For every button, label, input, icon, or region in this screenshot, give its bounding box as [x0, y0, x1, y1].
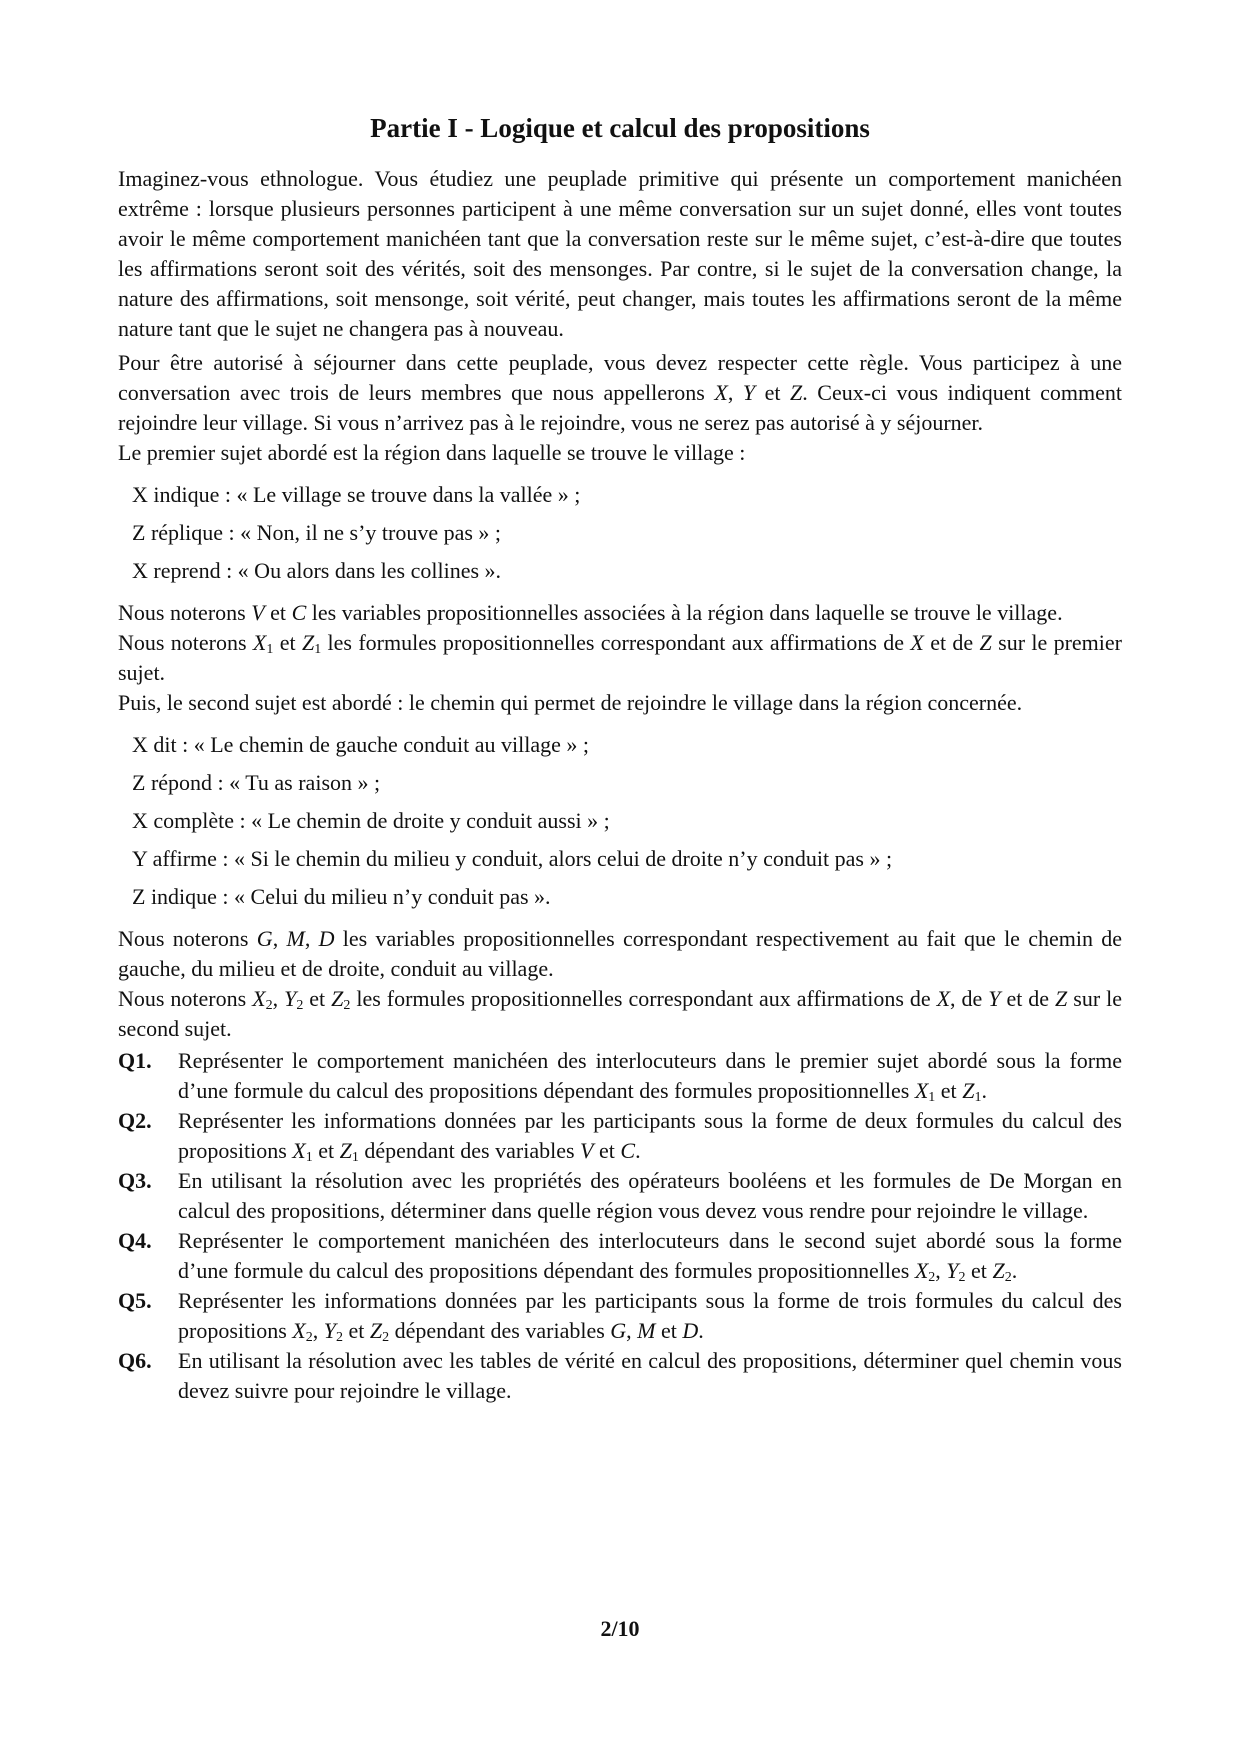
question-q1 — [118, 1046, 1122, 1106]
second-topic-intro: Puis, le second sujet est abordé : le chemin qui permet de rejoindre le village dans la région concernée. — [118, 690, 1023, 715]
question-q6 — [118, 1346, 1122, 1406]
page-title: Partie I - Logique et calcul des propositions — [370, 113, 870, 143]
question-q2 — [118, 1106, 1122, 1166]
quote-line: Y affirme : « Si le chemin du milieu y conduit, alors celui de droite n’y conduit pas » ; — [132, 846, 893, 871]
page-number: 2/10 — [600, 1616, 640, 1641]
notation-paragraph-x1z1: Nous noterons $X_1$ et $Z_1$ les formules propositionnelles correspondant aux affirmations de X et de Z sur le premier sujet. — [118, 630, 1123, 685]
question-list — [118, 1046, 1122, 1406]
question-text: Représenter le comportement manichéen des interlocuteurs dans le premier sujet abordé sous la forme d’une formule du calcul des propositions dépendant des formules propositionnelles $X_1$ et $Z_1$. — [178, 1048, 1122, 1105]
quote-line: X complète : « Le chemin de droite y conduit aussi » ; — [132, 808, 610, 833]
first-topic-quotes — [132, 480, 1122, 586]
notation-paragraph-vc: Nous noterons V et C les variables propositionnelles associées à la région dans laquelle se trouve le village. — [118, 600, 1063, 625]
quote-line: X reprend : « Ou alors dans les collines ». — [132, 558, 502, 583]
quote-line: X dit : « Le chemin de gauche conduit au village » ; — [132, 732, 589, 757]
question-number: Q2. — [118, 1108, 152, 1133]
question-number: Q4. — [118, 1228, 152, 1253]
question-text: En utilisant la résolution avec les tables de vérité en calcul des propositions, déterminer quel chemin vous devez suivre pour rejoindre le village. — [178, 1348, 1122, 1403]
document-page — [118, 110, 1122, 1406]
question-text: Représenter les informations données par les participants sous la forme de trois formules du calcul des propositions $X_2$, $Y_2$ et $Z_2$ dépendant des variables G, M et D. — [178, 1288, 1122, 1345]
notation-paragraph-x2y2z2: Nous noterons $X_2$, $Y_2$ et $Z_2$ les formules propositionnelles correspondant aux affirmations de X, de Y et de Z sur le second sujet. — [118, 986, 1122, 1041]
question-q4 — [118, 1226, 1122, 1286]
intro-paragraph-1: Imaginez-vous ethnologue. Vous étudiez une peuplade primitive qui présente un comportement manichéen extrême : lorsque plusieurs personnes participent à une même conversation sur un sujet donné, elles vont toutes avoir le même comportement manichéen tant que la conversation reste sur le même sujet, c’est-à-dire que toutes les affirmations seront soit des vérités, soit des mensonges. Par contre, si le sujet de la conversation change, la nature des affirmations, soit mensonge, soit vérité, peut changer, mais toutes les affirmations seront de la même nature tant que le sujet ne changera pas à nouveau. — [118, 166, 1122, 341]
quote-line: Z répond : « Tu as raison » ; — [132, 770, 381, 795]
question-text: En utilisant la résolution avec les propriétés des opérateurs booléens et les formules de De Morgan en calcul des propositions, déterminer dans quelle région vous devez vous rendre pour rejoindre le village. — [178, 1168, 1122, 1223]
notation-paragraph-gmd: Nous noterons G, M, D les variables propositionnelles correspondant respectivement au fait que le chemin de gauche, du milieu et de droite, conduit au village. — [118, 926, 1123, 981]
quote-line: Z indique : « Celui du milieu n’y conduit pas ». — [132, 884, 551, 909]
question-number: Q3. — [118, 1168, 152, 1193]
quote-line: X indique : « Le village se trouve dans la vallée » ; — [132, 482, 581, 507]
question-number: Q1. — [118, 1048, 152, 1073]
question-q3 — [118, 1166, 1122, 1226]
question-text: Représenter le comportement manichéen des interlocuteurs dans le second sujet abordé sous la forme d’une formule du calcul des propositions dépendant des formules propositionnelles $X_2$, $Y_2$ et $Z_2$. — [178, 1228, 1122, 1285]
question-q5 — [118, 1286, 1122, 1346]
question-number: Q6. — [118, 1348, 152, 1373]
intro-paragraph-2: Pour être autorisé à séjourner dans cette peuplade, vous devez respecter cette règle. Vous participez à une conversation avec trois de leurs membres que nous appellerons X, Y et Z. Ceux-ci vous indiquent comment rejoindre leur village. Si vous n’arrivez pas à le rejoindre, vous ne serez pas autorisé à y séjourner. — [118, 350, 1123, 435]
question-number: Q5. — [118, 1288, 152, 1313]
second-topic-quotes — [132, 730, 1122, 912]
question-text: Représenter les informations données par les participants sous la forme de deux formules du calcul des propositions $X_1$ et $Z_1$ dépendant des variables V et C. — [178, 1108, 1122, 1165]
intro-paragraph-3: Le premier sujet abordé est la région dans laquelle se trouve le village : — [118, 440, 746, 465]
quote-line: Z réplique : « Non, il ne s’y trouve pas » ; — [132, 520, 502, 545]
